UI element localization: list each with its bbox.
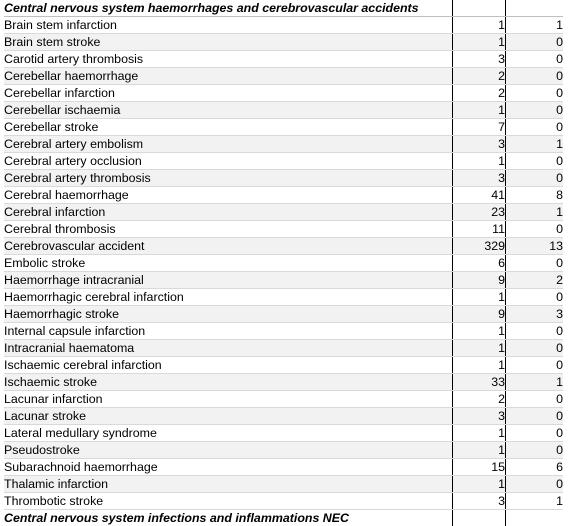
count-col1-cell: 1 bbox=[453, 153, 506, 170]
count-col2-cell: 0 bbox=[506, 51, 564, 68]
term-cell: Brain stem infarction bbox=[4, 17, 453, 34]
table-row bbox=[4, 459, 563, 476]
table-row bbox=[4, 391, 563, 408]
term-cell: Embolic stroke bbox=[4, 255, 453, 272]
count-col1-cell: 329 bbox=[453, 238, 506, 255]
term-cell: Haemorrhagic stroke bbox=[4, 306, 453, 323]
count-col2-cell: 0 bbox=[506, 85, 564, 102]
table-row bbox=[4, 408, 563, 425]
count-col2-cell: 0 bbox=[506, 102, 564, 119]
count-col1-cell: 1 bbox=[453, 34, 506, 51]
table-row bbox=[4, 357, 563, 374]
table-row bbox=[4, 272, 563, 289]
count-col2-cell: 0 bbox=[506, 442, 564, 459]
count-col2-cell: 2 bbox=[506, 272, 564, 289]
next-section-header-row bbox=[4, 510, 563, 526]
count-col2-cell: 6 bbox=[506, 459, 564, 476]
count-col1-cell: 2 bbox=[453, 85, 506, 102]
count-col1-cell: 2 bbox=[453, 391, 506, 408]
count-col2-cell: 1 bbox=[506, 136, 564, 153]
term-cell: Lacunar stroke bbox=[4, 408, 453, 425]
count-col2-cell: 0 bbox=[506, 68, 564, 85]
count-col1-cell: 41 bbox=[453, 187, 506, 204]
count-col1-cell: 1 bbox=[453, 340, 506, 357]
section-col1 bbox=[453, 0, 506, 17]
table-row bbox=[4, 17, 563, 34]
term-cell: Haemorrhagic cerebral infarction bbox=[4, 289, 453, 306]
term-cell: Intracranial haematoma bbox=[4, 340, 453, 357]
count-col2-cell: 0 bbox=[506, 221, 564, 238]
count-col2-cell: 0 bbox=[506, 289, 564, 306]
term-cell: Subarachnoid haemorrhage bbox=[4, 459, 453, 476]
count-col1-cell: 9 bbox=[453, 306, 506, 323]
count-col1-cell: 7 bbox=[453, 119, 506, 136]
table-row bbox=[4, 238, 563, 255]
count-col1-cell: 1 bbox=[453, 425, 506, 442]
table-row bbox=[4, 68, 563, 85]
table-row bbox=[4, 153, 563, 170]
term-cell: Cerebellar stroke bbox=[4, 119, 453, 136]
count-col2-cell: 0 bbox=[506, 153, 564, 170]
table-row bbox=[4, 136, 563, 153]
count-col1-cell: 1 bbox=[453, 357, 506, 374]
table-row bbox=[4, 85, 563, 102]
table-row bbox=[4, 51, 563, 68]
count-col1-cell: 9 bbox=[453, 272, 506, 289]
count-col2-cell: 0 bbox=[506, 34, 564, 51]
term-cell: Cerebral artery occlusion bbox=[4, 153, 453, 170]
table-row bbox=[4, 170, 563, 187]
count-col1-cell: 1 bbox=[453, 17, 506, 34]
table-row bbox=[4, 476, 563, 493]
count-col1-cell: 3 bbox=[453, 408, 506, 425]
count-col1-cell: 15 bbox=[453, 459, 506, 476]
term-cell: Cerebral artery embolism bbox=[4, 136, 453, 153]
count-col1-cell: 1 bbox=[453, 442, 506, 459]
count-col2-cell: 3 bbox=[506, 306, 564, 323]
count-col2-cell: 0 bbox=[506, 425, 564, 442]
section-title: Central nervous system haemorrhages and cerebrovascular accidents bbox=[4, 0, 453, 17]
term-cell: Haemorrhage intracranial bbox=[4, 272, 453, 289]
table-row bbox=[4, 442, 563, 459]
count-col2-cell: 8 bbox=[506, 187, 564, 204]
count-col1-cell: 3 bbox=[453, 136, 506, 153]
term-cell: Cerebral thrombosis bbox=[4, 221, 453, 238]
count-col2-cell: 1 bbox=[506, 17, 564, 34]
count-col1-cell: 3 bbox=[453, 493, 506, 510]
count-col2-cell: 0 bbox=[506, 408, 564, 425]
count-col1-cell: 6 bbox=[453, 255, 506, 272]
term-cell: Cerebral infarction bbox=[4, 204, 453, 221]
next-section-title: Central nervous system infections and inflammations NEC bbox=[4, 510, 453, 526]
table-row bbox=[4, 340, 563, 357]
term-cell: Cerebrovascular accident bbox=[4, 238, 453, 255]
term-cell: Cerebral haemorrhage bbox=[4, 187, 453, 204]
term-cell: Ischaemic stroke bbox=[4, 374, 453, 391]
term-cell: Cerebellar ischaemia bbox=[4, 102, 453, 119]
count-col2-cell: 0 bbox=[506, 170, 564, 187]
table-row bbox=[4, 374, 563, 391]
count-col2-cell: 0 bbox=[506, 357, 564, 374]
section-col2 bbox=[506, 0, 564, 17]
table-row bbox=[4, 34, 563, 51]
count-col1-cell: 33 bbox=[453, 374, 506, 391]
count-col1-cell: 11 bbox=[453, 221, 506, 238]
table-row bbox=[4, 306, 563, 323]
count-col1-cell: 1 bbox=[453, 289, 506, 306]
term-cell: Carotid artery thrombosis bbox=[4, 51, 453, 68]
table-row bbox=[4, 187, 563, 204]
count-col2-cell: 0 bbox=[506, 255, 564, 272]
count-col1-cell: 3 bbox=[453, 170, 506, 187]
count-col1-cell: 1 bbox=[453, 323, 506, 340]
next-section-col2 bbox=[506, 510, 564, 526]
count-col1-cell: 1 bbox=[453, 102, 506, 119]
term-cell: Cerebellar infarction bbox=[4, 85, 453, 102]
term-cell: Cerebral artery thrombosis bbox=[4, 170, 453, 187]
term-cell: Thrombotic stroke bbox=[4, 493, 453, 510]
count-col2-cell: 0 bbox=[506, 476, 564, 493]
count-col2-cell: 13 bbox=[506, 238, 564, 255]
count-col2-cell: 1 bbox=[506, 204, 564, 221]
term-cell: Pseudostroke bbox=[4, 442, 453, 459]
table-row bbox=[4, 425, 563, 442]
term-cell: Brain stem stroke bbox=[4, 34, 453, 51]
count-col2-cell: 0 bbox=[506, 340, 564, 357]
term-cell: Internal capsule infarction bbox=[4, 323, 453, 340]
term-cell: Lacunar infarction bbox=[4, 391, 453, 408]
term-cell: Thalamic infarction bbox=[4, 476, 453, 493]
count-col2-cell: 0 bbox=[506, 323, 564, 340]
count-col2-cell: 1 bbox=[506, 493, 564, 510]
table-row bbox=[4, 289, 563, 306]
count-col1-cell: 1 bbox=[453, 476, 506, 493]
term-cell: Lateral medullary syndrome bbox=[4, 425, 453, 442]
count-col2-cell: 0 bbox=[506, 391, 564, 408]
table-row bbox=[4, 102, 563, 119]
table-row bbox=[4, 255, 563, 272]
count-col2-cell: 1 bbox=[506, 374, 564, 391]
term-cell: Ischaemic cerebral infarction bbox=[4, 357, 453, 374]
count-col1-cell: 2 bbox=[453, 68, 506, 85]
term-cell: Cerebellar haemorrhage bbox=[4, 68, 453, 85]
table-row bbox=[4, 221, 563, 238]
table-row bbox=[4, 323, 563, 340]
next-section-col1 bbox=[453, 510, 506, 526]
table-row bbox=[4, 204, 563, 221]
adverse-event-table bbox=[4, 0, 563, 526]
count-col2-cell: 0 bbox=[506, 119, 564, 136]
table-row bbox=[4, 119, 563, 136]
section-header-row bbox=[4, 0, 563, 17]
count-col1-cell: 3 bbox=[453, 51, 506, 68]
table-row bbox=[4, 493, 563, 510]
count-col1-cell: 23 bbox=[453, 204, 506, 221]
